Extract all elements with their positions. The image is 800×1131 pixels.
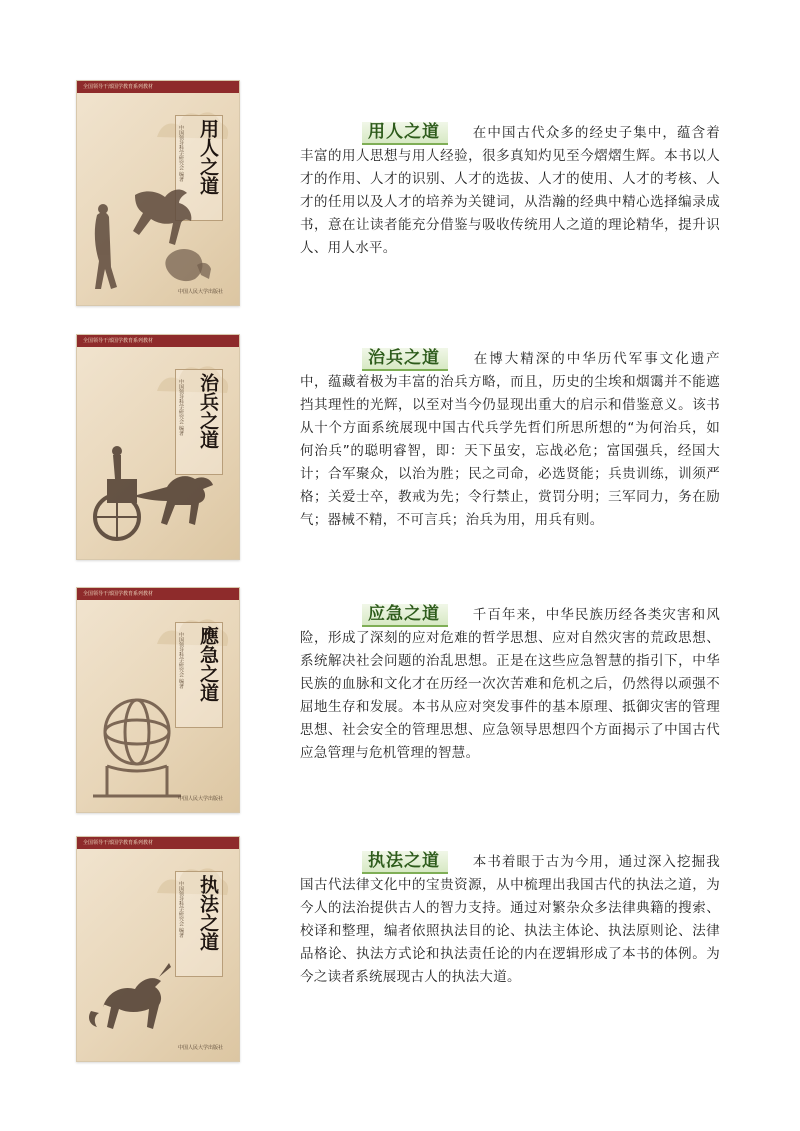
book-description-2 [300,348,720,532]
cover-series-label: 全国领导干部国学教育系列教材 [83,338,154,344]
cover-title: 执法之道 [197,875,219,951]
cover-title: 應急之道 [197,626,219,702]
book-cover-1 [76,80,240,306]
cover-publisher: 中国人民大学出版社 [177,796,223,802]
description-body: 挖掘我国古代法律文化中的宝贵资源，从中梳理出我国古代的执法之道，为今人的法治提供古人的智力支持。通过对繁杂众多法律典籍的搜索、校译和整理，编者依照执法目的论、执法主体论、执法原则论、法律品格论、执法方式论和执法责任论的内在逻辑形成了本书的体例。为今之读者系统展现古人的执法大道。 [300,854,720,985]
book-heading: 治兵之道 [362,348,448,371]
xiezhi-beast-illustration-icon [77,911,239,1061]
cover-editors: 中国领导科学研究会 编著 [178,125,184,182]
book-description-4 [300,851,720,989]
book-cover-2 [76,334,240,560]
book-description-1 [300,122,720,260]
cover-publisher: 中国人民大学出版社 [177,1045,223,1051]
book-cover-3 [76,587,240,813]
book-cover-4 [76,836,240,1062]
horse-illustration-icon [77,155,239,305]
book-heading: 执法之道 [362,851,448,874]
description-body: 丰富的用人思想与用人经验，很多真知灼见至今熠熠生辉。本书以人才的作用、人才的识别、人才的选拔、人才的使用、人才的考核、人才的任用以及人才的培养为关键词，从浩瀚的经典中精心选择编录成书，意在让读者能充分借鉴与吸收传统用人之道的理论精华，提升识人、用人水平。 [300,148,720,256]
cover-series-label: 全国领导干部国学教育系列教材 [83,591,154,597]
cover-title: 用人之道 [197,119,219,195]
cover-series-band [77,588,239,600]
description-first-line: 在博大精深的中华历代军事文化遗产中， [300,351,720,390]
cover-series-label: 全国领导干部国学教育系列教材 [83,840,154,846]
cover-publisher: 中国人民大学出版社 [177,289,223,295]
description-first-line: 在中国古代众多的经史子集中，蕴含着 [472,125,720,141]
book-heading: 应急之道 [362,604,448,627]
chariot-illustration-icon [77,409,239,559]
cover-editors: 中国领导科学研究会 编著 [178,632,184,689]
description-first-line: 本书着眼于古为今用，通过深入 [472,854,678,870]
cover-series-band [77,837,239,849]
armillary-sphere-illustration-icon [77,662,239,812]
book-heading: 用人之道 [362,122,448,145]
description-body: 蕴藏着极为丰富的治兵方略，而且，历史的尘埃和烟霭并不能遮挡其理性的光辉，以至对当今仍显现出重大的启示和借鉴意义。该书从十个方面系统展现中国古代兵学先哲们所思所想的“为何治兵，如何治兵”的聪明睿智，即：天下虽安，忘战必危；富国强兵，经国大计；合军聚众，以治为胜；民之司命，必选贤能；兵贵训练，训须严格；关爱士卒，教戒为先；令行禁止，赏罚分明；三军同力，务在励气；器械不精，不可言兵；治兵为用，用兵有则。 [300,374,720,528]
cover-title: 治兵之道 [197,373,219,449]
cover-series-band [77,335,239,347]
cover-series-band [77,81,239,93]
description-body: 险，形成了深刻的应对危难的哲学思想、应对自然灾害的荒政思想、系统解决社会问题的治乱思想。正是在这些应急智慧的指引下，中华民族的血脉和文化才在历经一次次苦难和危机之后，仍然得以顽强不屈地生存和发展。本书从应对突发事件的基本原理、抵御灾害的管理思想、社会安全的管理思想、应急领导思想四个方面揭示了中国古代应急管理与危机管理的智慧。 [300,630,720,761]
cover-series-label: 全国领导干部国学教育系列教材 [83,84,154,90]
book-description-3 [300,604,720,765]
cover-editors: 中国领导科学研究会 编著 [178,379,184,436]
description-first-line: 千百年来，中华民族历经各类灾害和风 [472,607,720,623]
cover-editors: 中国领导科学研究会 编著 [178,881,184,938]
